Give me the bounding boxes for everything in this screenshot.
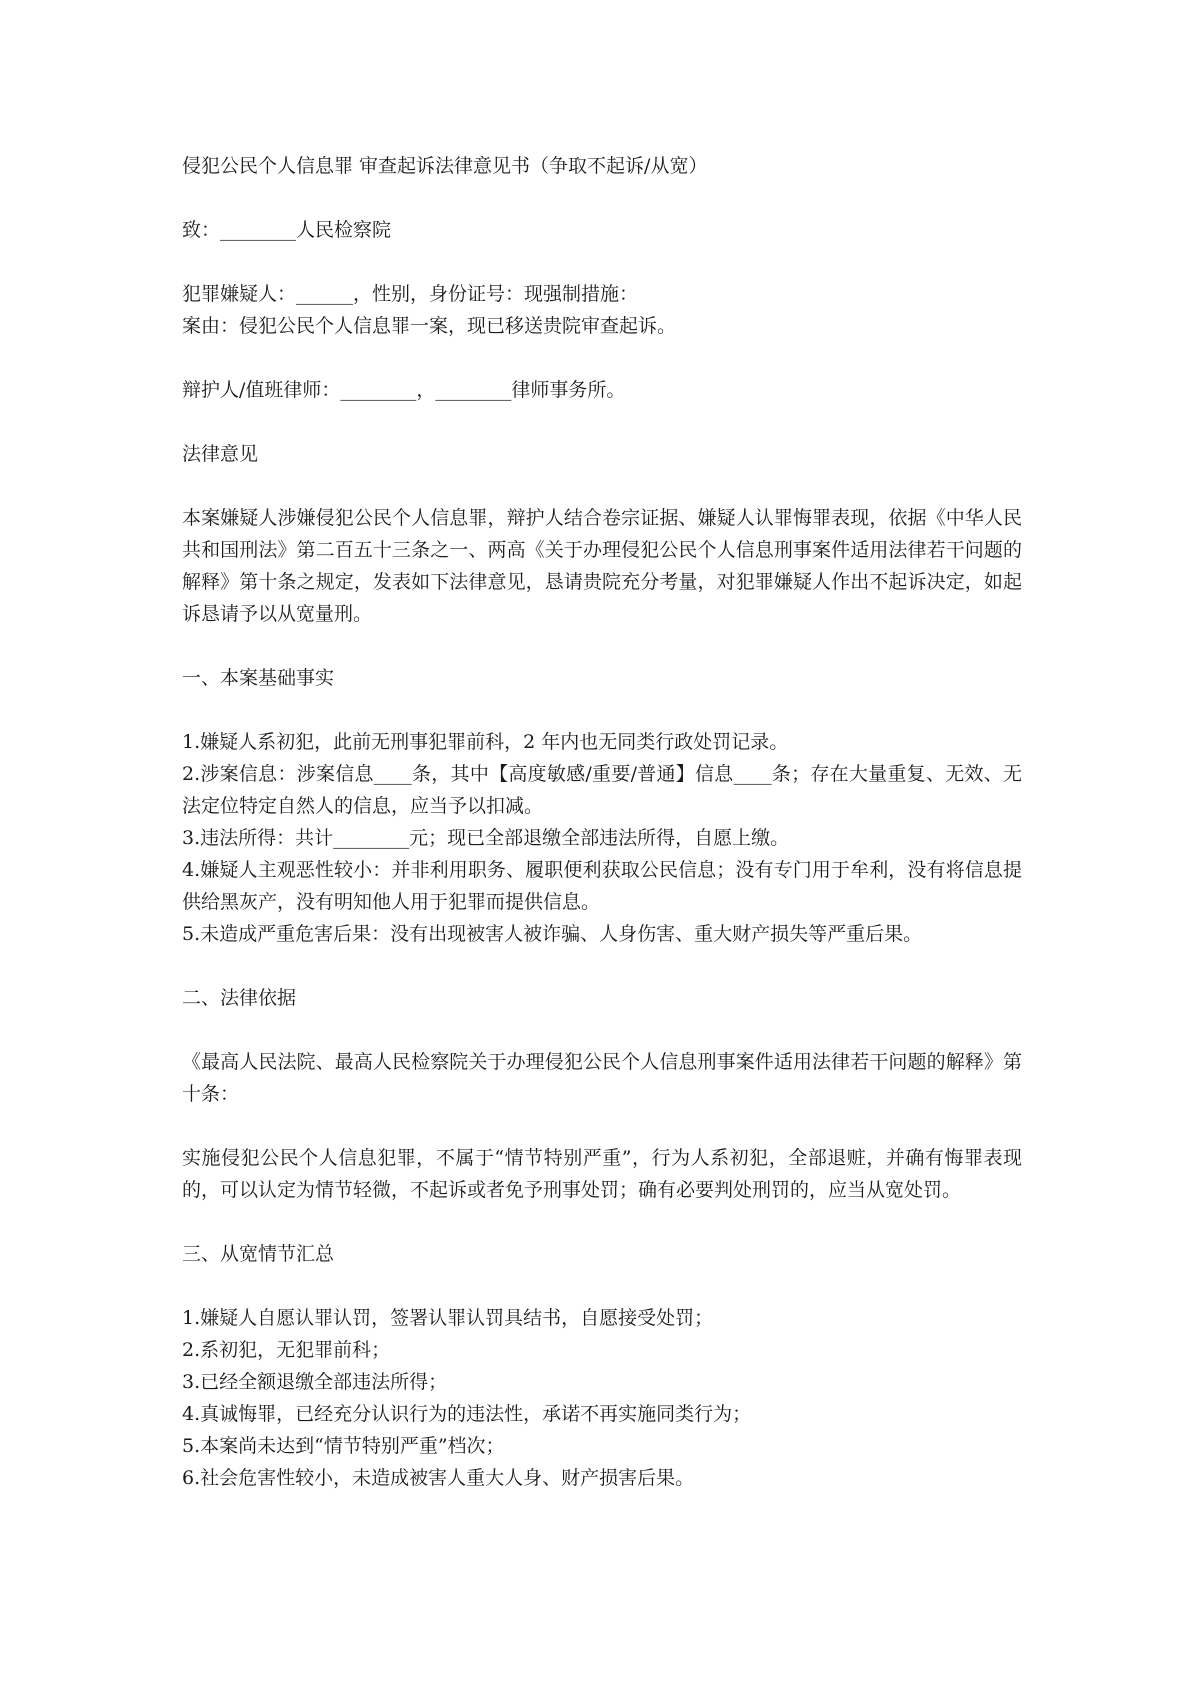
document-title: 侵犯公民个人信息罪 审查起诉法律意见书（争取不起诉/从宽） [182,155,708,177]
section1-item: 1.嫌疑人系初犯，此前无刑事犯罪前科，2 年内也无同类行政处罚记录。 [182,731,789,753]
section3-item: 4.真诚悔罪，已经充分认识行为的违法性，承诺不再实施同类行为； [182,1403,752,1425]
section3-item: 1.嫌疑人自愿认罪认罚，签署认罪认罚具结书，自愿接受处罚； [182,1307,714,1329]
document-page [182,150,1022,1494]
section3-item: 2.系初犯，无犯罪前科； [182,1339,391,1361]
section1-item: 2.涉案信息：涉案信息____条，其中【高度敏感/重要/普通】信息____条；存在大量重复、无效、无法定位特定自然人的信息，应当予以扣减。 [182,763,1022,817]
section1-item: 4.嫌疑人主观恶性较小：并非利用职务、履职便利获取公民信息；没有专门用于牟利，没有将信息提供给黑灰产，没有明知他人用于犯罪而提供信息。 [182,859,1022,913]
section2-text: 实施侵犯公民个人信息犯罪，不属于“情节特别严重”，行为人系初犯，全部退赃，并确有悔罪表现的，可以认定为情节轻微，不起诉或者免予刑事处罚；确有必要判处刑罚的，应当从宽处罚。 [182,1147,1022,1201]
defender-line: 辩护人/值班律师：________，________律师事务所。 [182,379,626,401]
section1-heading: 一、本案基础事实 [182,667,335,689]
suspect-line: 犯罪嫌疑人：______，性别，身份证号：现强制措施： [182,283,639,305]
section2-heading: 二、法律依据 [182,987,297,1009]
addressee-line: 致：________人民检察院 [182,219,392,241]
section3-item: 6.社会危害性较小，未造成被害人重大人身、财产损害后果。 [182,1467,695,1489]
section2-citation: 《最高人民法院、最高人民检察院关于办理侵犯公民个人信息刑事案件适用法律若干问题的解释》第十条： [182,1051,1022,1105]
section3-item: 5.本案尚未达到“情节特别严重”档次； [182,1435,505,1457]
intro-paragraph: 本案嫌疑人涉嫌侵犯公民个人信息罪，辩护人结合卷宗证据、嫌疑人认罪悔罪表现，依据《中华人民共和国刑法》第二百五十三条之一、两高《关于办理侵犯公民个人信息刑事案件适用法律若干问题的解释》第十条之规定，发表如下法律意见，恳请贵院充分考量，对犯罪嫌疑人作出不起诉决定，如起诉恳请予以从宽量刑。 [182,507,1022,625]
section1-item: 3.违法所得：共计________元；现已全部退缴全部违法所得，自愿上缴。 [182,827,790,849]
opinion-heading: 法律意见 [182,443,259,465]
case-line: 案由：侵犯公民个人信息罪一案，现已移送贵院审查起诉。 [182,315,677,337]
section3-item: 3.已经全额退缴全部违法所得； [182,1371,448,1393]
section3-heading: 三、从宽情节汇总 [182,1243,335,1265]
section1-item: 5.未造成严重危害后果：没有出现被害人被诈骗、人身伤害、重大财产损失等严重后果。 [182,923,923,945]
